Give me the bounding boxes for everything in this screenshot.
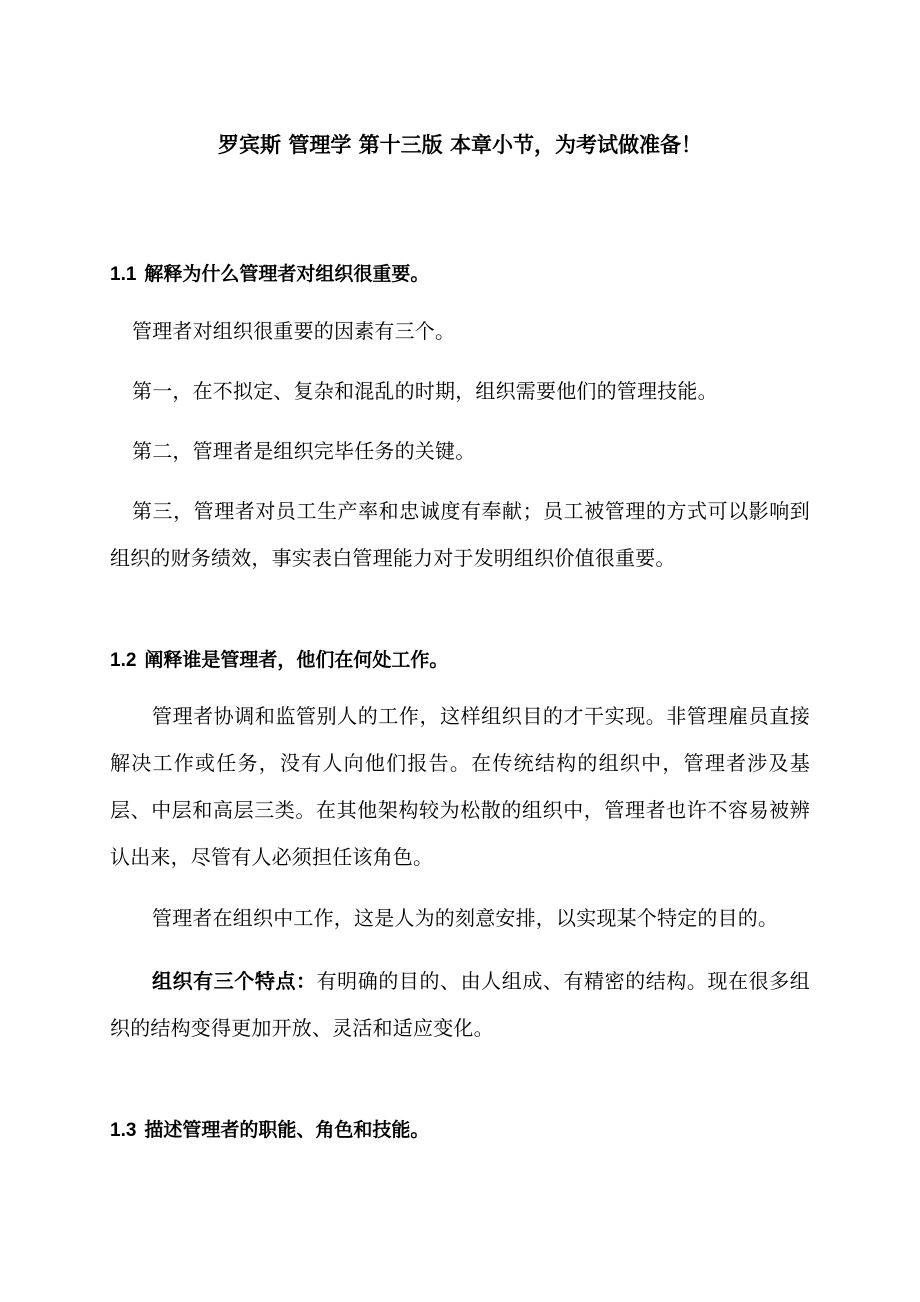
feature-lead: 组织有三个特点： <box>152 969 317 993</box>
section-number: 1.1 <box>110 264 137 285</box>
document-title: 罗宾斯 管理学 第十三版 本章小节，为考试做准备！ <box>218 133 702 157</box>
section-number: 1.2 <box>110 650 137 671</box>
section-title: 描述管理者的职能、角色和技能。 <box>144 1119 430 1141</box>
section-heading-1-3 <box>110 1114 810 1147</box>
paragraph: 第一，在不拟定、复杂和混乱的时期，组织需要他们的管理技能。 <box>132 379 718 403</box>
paragraph: 第二，管理者是组织完毕任务的关键。 <box>132 439 476 463</box>
section-heading-1-1 <box>110 258 810 291</box>
section-title: 解释为什么管理者对组织很重要。 <box>144 263 430 285</box>
paragraph-organization-features <box>110 958 810 1052</box>
paragraph: 管理者协调和监管别人的工作，这样组织目的才干实现。非管理雇员直接解决工作或任务，没有人向他们报告。在传统结构的组织中，管理者涉及基层、中层和高层三类。在其他架构较为松散的组织中，管理者也许不容易被辨认出来，尽管有人必须担任该角色。 <box>110 704 810 869</box>
paragraph: 管理者在组织中工作，这是人为的刻意安排，以实现某个特定的目的。 <box>152 906 779 930</box>
section-number: 1.3 <box>110 1120 137 1141</box>
paragraph: 管理者对组织很重要的因素有三个。 <box>132 319 456 343</box>
paragraph: 第三，管理者对员工生产率和忠诚度有奉献；员工被管理的方式可以影响到组织的财务绩效，事实表白管理能力对于发明组织价值很重要。 <box>110 499 810 570</box>
section-heading-1-2 <box>110 644 810 677</box>
section-title: 阐释谁是管理者，他们在何处工作。 <box>144 649 449 671</box>
feature-text: 有明确的目的、由人组成、有精密的结构。现在很多组织的结构变得更加开放、灵活和适应变化。 <box>110 969 810 1040</box>
